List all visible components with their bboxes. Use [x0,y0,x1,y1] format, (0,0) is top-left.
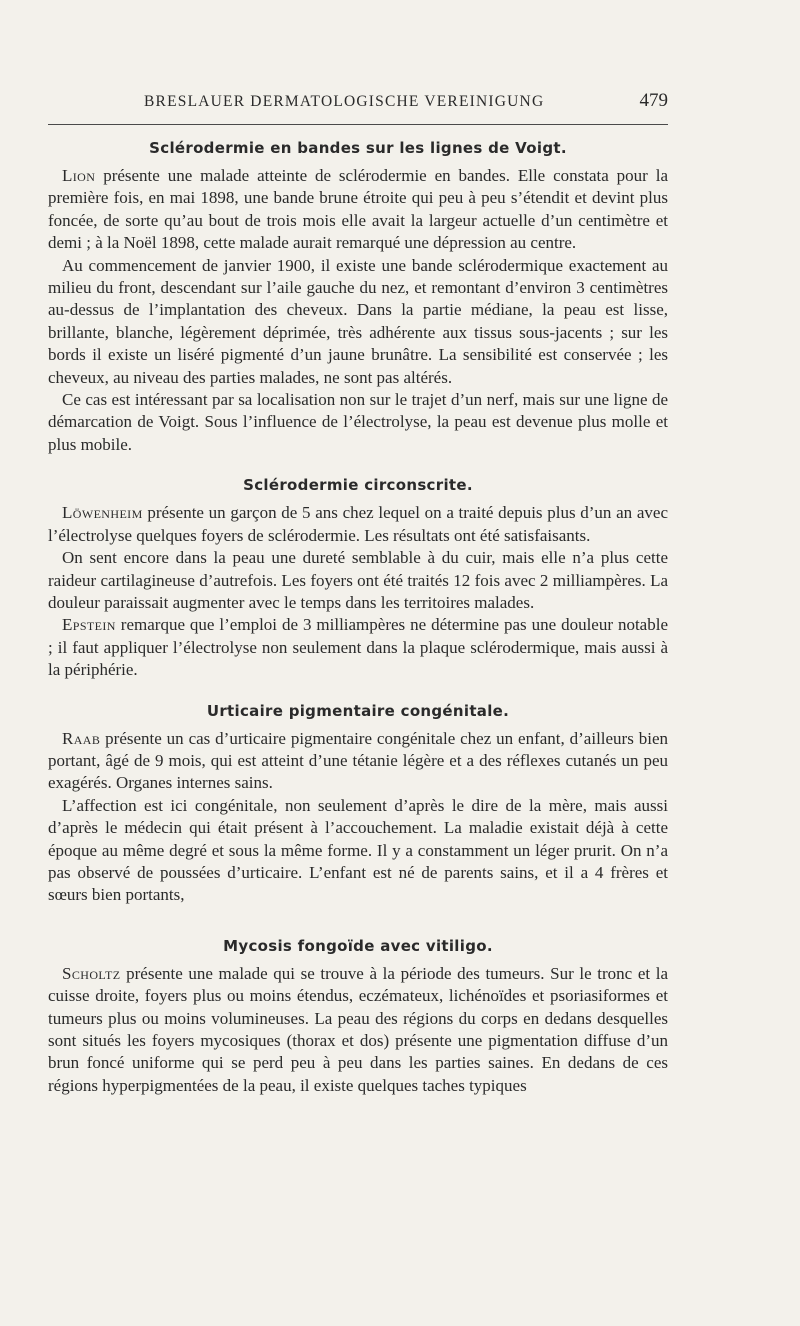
author-name: Epstein [62,615,116,635]
running-header [48,84,668,125]
section-sclerodermie-bandes [48,139,668,456]
section-sclerodermie-circonscrite [48,476,668,681]
section-heading: Sclérodermie en bandes sur les lignes de Voigt. [149,139,567,157]
paragraph-text: présente un cas d’urticaire pigmentaire congénitale chez un enfant, d’ailleurs bien portant, âgé de 9 mois, qui est atteint d’une tétanie légère et a des réflexes cutanés un peu exagérés. Organes internes sains. [48,728,668,793]
author-name: Löwenheim [62,503,143,523]
page [48,84,668,1097]
paragraph [48,547,668,614]
paragraph-text: présente un garçon de 5 ans chez lequel on a traité depuis plus d’un an avec l’électrolyse quelques foyers de sclérodermie. Les résultats ont été satisfaisants. [48,503,668,545]
author-name: Scholtz [62,963,121,983]
paragraph-text: Au commencement de janvier 1900, il existe une bande sclérodermique exactement au milieu du front, descendant sur l’aile gauche du nez, et remontant d’environ 3 centimètres au-dessus de l’implantation des cheveux. Dans la partie médiane, la peau est lisse, brillante, blanche, légèrement déprimée, très adhérente aux tissus sous-jacents ; sur les bords il existe un liséré pigmenté d’un jaune brunâtre. La sensibilité est conservée ; les cheveux, au niveau des parties malades, ne sont pas altérés. [48,255,668,387]
author-name: Lion [62,166,96,185]
paragraph-text: On sent encore dans la peau une dureté semblable à du cuir, mais elle n’a plus cette raideur cartilagineuse d’autrefois. Les foyers ont été traités 12 fois avec 2 milliampères. La douleur paraissait augmenter avec le temps dans les territoires malades. [48,548,668,612]
paragraph-text: présente une malade qui se trouve à la période des tumeurs. Sur le tronc et la cuisse droite, foyers plus ou moins étendus, eczémateux, lichénoïdes et psoriasiformes et tumeurs plus ou moins volumineuses. La peau des régions du corps en dedans desquelles sont situés les foyers mycosiques (thorax et dos) présente une pigmentation diffuse d’un brun foncé uniforme qui se perd peu à peu dans les parties saines. En dedans de ces régions hyperpigmentées de la peau, il existe quelques taches typiques [48,963,668,1095]
paragraph [48,502,668,547]
paragraph [48,963,668,1097]
paragraph [48,795,668,907]
paragraph [48,165,668,255]
running-title: BRESLAUER DERMATOLOGISCHE VEREINIGUNG [144,93,545,110]
section-heading: Urticaire pigmentaire congénitale. [206,701,510,720]
section-urticaire-pigmentaire [48,702,668,907]
paragraph [48,389,668,456]
paragraph-text: présente une malade atteinte de sclérodermie en bandes. Elle constata pour la première fois, en mai 1898, une bande brune étroite qui peu à peu s’étendit et devint plus foncée, de sorte qu’au bout de trois mois elle avait la largeur actuelle d’un centimètre et demi ; à la Noël 1898, cette malade aurait remarqué une dépression au centre. [48,166,668,253]
section-heading: Mycosis fongoïde avec vitiligo. [223,936,493,955]
paragraph [48,255,668,389]
section-heading: Sclérodermie circonscrite. [243,476,473,495]
paragraph [48,614,668,681]
paragraph-text: remarque que l’emploi de 3 milliampères ne détermine pas une douleur notable ; il faut appliquer l’électrolyse non seulement dans la plaque sclérodermique, mais aussi à la périphérie. [48,615,668,680]
paragraph-text: Ce cas est intéressant par sa localisation non sur le trajet d’un nerf, mais sur une ligne de démarcation de Voigt. Sous l’influence de l’électrolyse, la peau est devenue plus molle et plus mobile. [48,390,668,454]
section-mycosis-fongoide [48,937,668,1097]
paragraph-text: L’affection est ici congénitale, non seulement d’après le dire de la mère, mais aussi d’après le médecin qui était présent à l’accouchement. La maladie existait déjà à cette époque au même degré et sous la même forme. Il y a constamment un léger prurit. On n’a pas observé de poussées d’urticaire. L’enfant est né de parents sains, et il a 4 frères et sœurs bien portants, [48,795,668,905]
author-name: Raab [62,728,101,748]
page-number: 479 [639,90,668,111]
paragraph [48,728,668,795]
